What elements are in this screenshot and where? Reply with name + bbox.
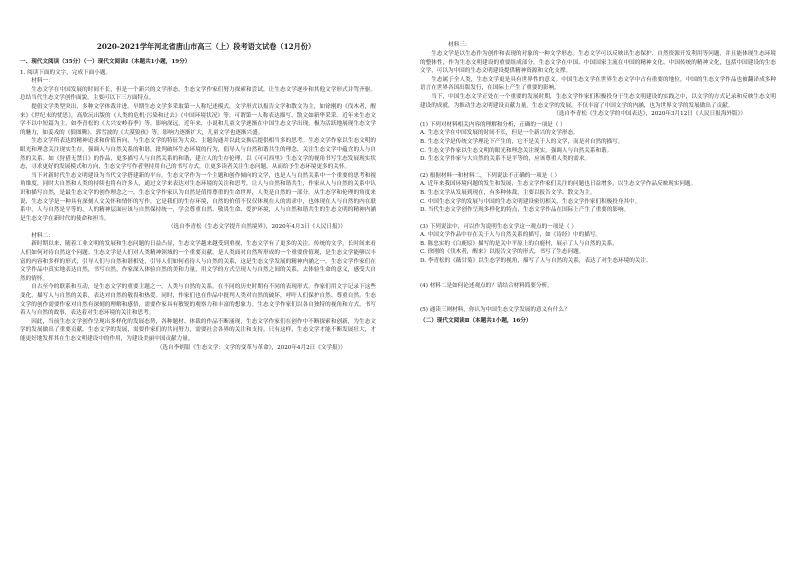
- material-1-label: 材料一：: [31, 78, 54, 85]
- option: D. 当代生态文学创作呈现多样化的特点，生态文学作品在国际上产生了重要的影响。: [420, 207, 630, 214]
- material-1-para: 生态文学在中国发展的时间不长，但是一个新兴的文学形态。生态文学作家们努力探索和尝试，让生态文学逐步和其他文学形式并驾齐驱。总结当代生态文学创作面貌，主要可以下三方面特点。: [20, 86, 376, 102]
- left-column: [20, 58, 376, 352]
- material-1-source: （选自李青松《生态文学提升自然境界》，2020年4月3日《人民日报》）: [168, 224, 346, 231]
- material-3-label: 材料三：: [448, 42, 471, 48]
- option: D. 生态文学作家与大自然的关系不是平等的，应该尊重人类的需求。: [420, 156, 591, 163]
- section-heading-2: （二）现代文阅读Ⅱ（本题共1小题，16分）: [420, 317, 532, 324]
- option: C. 生态文学作家以生态文明的眼光和理念关注现实，强调人与自然关系和谐。: [420, 147, 613, 154]
- option: B. 生态文学是传统文学理论下产生的，它不是关于人的文学，而是对自然的描写。: [420, 138, 624, 145]
- option: C. 徐刚的《伐木者，醒来》以报告文学的形式，书写了生态问题。: [420, 249, 585, 256]
- question-2: (2) 根据材料一和材料二，下列说法不正确的一项是（ ）: [420, 172, 561, 179]
- option: A. 近年来我国环境问题的发生和发展，生态文学作家们关注的问题也日益增多，以生态文学作品反映现实问题。: [420, 181, 697, 188]
- material-2-para: 新时期以来，随着工业文明的发展和生态问题的日益凸显，生态文学越来越受到重视，生态文学有了更多的关注。传统的文学。长时间来看人们如何对待自然这个问题。生态文学是人们对人类精神领域的一个重要贡献，是人类面对自然所形成的一个重要价值观，是生态文学能够以丰富的内容和多样的形式，引导人们与自然和谐相处，引导人们如何看待人与自然的关系，这是生态文学发展的精神内涵之一。生态文学作家们在文学作品中真实地表达自然，书写自然，作家深入体验自然的美和力量，用文学的方式呈现人与自然之间的关系，去体验生命的意义，感受大自然的情怀。: [20, 241, 376, 282]
- option: B. 陈忠实的《白鹿原》描写的是关中平原上的白鹿村，展示了人与自然的关系。: [420, 240, 618, 247]
- material-2-label: 材料二：: [31, 232, 54, 239]
- material-1-para: 生态文学所表达的精神追求和价值旨向，与生态文学的特征为大众、主题沟通并以此交换后提供相当多的思考。生态文学作家以生态文明的眼光和理念关注现实生存，强调人与自然关系的和谐，批判破坏生态环境的行为，倡导人与自然和谐共生的理念，关注生态文学中蕴含的人与自然的关系。如《狩猎无禁日》的作品，更多描写人与自然关系的和谐，建立人的生存伦理，以《可可西里》生态文学的视角书写生态发展现实状态，寻求更好的发展模式和方向，生态文学写作者坚持用自己的书写方式，让更多读者关注生态问题，从而给予生态环境更多的关怀。: [20, 138, 376, 171]
- material-3-source: （选自李青松《生态文学的中国表达》，2020年3月12日《人民日报海外版》）: [553, 111, 746, 118]
- material-3-para: 生态属于全人类，生态文学更是具有世界性的意义。中国生态文学在世界生态文学中占有重要的地位，中国的生态文学作品也被翻译成多种语言在世界各国出版发行，在国际上产生了重要的影响。: [420, 76, 776, 92]
- page-title: 2020-2021学年河北省唐山市高三（上）段考语文试卷（12月份）: [96, 42, 316, 51]
- section-heading-1: 一、现代文阅读（35分）（一）现代文阅读Ⅰ（本题共1小题，19分）: [20, 59, 191, 65]
- option: A. 生态文学在中国发展的时间不长，但是一个新兴的文学形态。: [420, 130, 579, 137]
- option: C. 中国生态文学的发展与中国的生态文明建设密切相关，生态文学作家们积极投身其中。: [420, 198, 641, 205]
- material-1-para: 当下对新时代生态文明建设为当代文学搭建新的平台。生态文学作为一个主题和创作倾向的文学，也是人与自然关系中一个重要的思考和视角维度，同时大自然和人类的持续也将有许多人，通过文学来表达对生态环境的关注和思考，让人与自然和谐共生，作家从人与自然的关系中认识和描写自然，是最生态文学的创作理念之一。生态文学作家认为自然是值得尊重的生命世界，人类是自然的一部分。从生态学和伦理的角度来说，生态文学是一种具有深刻人文关怀和情怀的写作，它是我们的生存环境，自然的价值不仅仅体现在人的需求中，也体现在人与自然的内在联系中，人与自然是平等的，人的精神层面应该与自然保持统一，学会尊重自然、敬畏生命、爱护环境，人与自然和谐共生的生态文明的精神内涵是生态文学在新时代的使命和担当。: [20, 172, 376, 222]
- question-5: (5) 通读三则材料，你认为中国生态文学发展的意义有什么？: [420, 307, 570, 314]
- material-2-source: （选自李炳银《生态文学：文学的变革与革命》，2020年4月2日《文学报》）: [156, 344, 346, 351]
- question-1: (1) 下列对材料相关内容的理解和分析，正确的一项是（ ）: [420, 121, 566, 128]
- question-4: (4) 材料二是如何论述观点的？请结合材料简要分析。: [420, 282, 553, 289]
- instruction: 1. 阅读下面的文字，完成下面小题。: [20, 69, 112, 76]
- option: D. 李青松的《薇甘菊》以生态学的视角，描写了人与自然的关系，表达了对生态环境的关注。: [420, 258, 652, 265]
- material-2-para: 自古至今的联系和互动，是生态文学的重要主题之一。人类与自然的关系，在不同的历史时期有不同的表现形式。作家们用文字记录下这些变化，描写人与自然的关系，表达对自然的敬畏和热爱。同时，作家们也在作品中批判人类对自然的破坏，呼吁人们保护自然、尊重自然。生态文学的创作需要作家对自然有深刻的理解和感悟，需要作家具有敏锐的观察力和丰富的想象力。生态文学作家们以各自独特的视角和方式，书写着人与自然的故事，表达着对生态环境的关注和思考。: [20, 284, 376, 317]
- right-column: [420, 50, 776, 325]
- material-1-para: 提倡文学类型突出，多种文学体裁并进。早期生态文学多采取第一人称纪述模式，文学形式以报告文学和散文为主，如徐刚的《伐木者，醒来》《世纪末的忧思》，高欣沅出版的《人类的危机·污染和过去》《中国环境状况》等。可谓第一人称表达描写。散文如新华采采。近年来生态文学不以中短篇为主，如李青松的《大兴安岭春季》等，影响深远。近年来，小说和儿童文学逐渐在中国生态文学出现，极为活跃地展现生态文学的魅力，如姜戎的《狼图腾》、郭雪波的《大漠狼孩》等，影响力逐渐扩大，儿童文学也逐渐兴盛。: [20, 103, 376, 136]
- material-2-para: 因此，当前生态文学创作呈现出多样化的发展态势，各种题材、体裁的作品不断涌现，生态文学作家们在创作中不断探索和创新，为生态文学的发展做出了重要贡献。生态文学的发展，需要作家们的共同努力，需要社会各界的关注和支持。只有这样，生态文学才能不断发展壮大，才能更好地发挥其在生态文明建设中的作用，为建设美丽中国贡献力量。: [20, 318, 376, 342]
- material-3-para: 当下，中国生态文学正处在一个重要的发展时期，生态文学作家们积极投身于生态文明建设的实践之中，以文学的方式记录和反映生态文明建设的成就，为推动生态文明建设贡献力量。生态文学的发展，不仅丰富了中国文学的内涵，也为世界文学的发展做出了贡献。: [420, 93, 776, 109]
- question-3: (3) 下列说法中，可以作为说明生态文学这一观点的一项是（ ）: [420, 223, 577, 230]
- option: A. 中国文学作品中存在关于人与自然关系的描写，如《诗经》中的描写。: [420, 232, 602, 239]
- material-3-para: 生态文学是以生态作为创作和表现的对象的一种文学形态。生态文学可以反映出生态保护、自然资源开发利用等问题，并且能体现生态环境的整体性，作为生态文明建设的重要组成部分，生态文学在中国、中国国家主流在中国的精神文化、中国传统的精神文化，包括中国建设的生态文学，可以为中国的生态文明建设提供精神资源和文化支撑。: [420, 51, 776, 75]
- option: B. 生态文学从发展到现在，有多种体裁，主要以报告文学、散文为主。: [420, 189, 596, 196]
